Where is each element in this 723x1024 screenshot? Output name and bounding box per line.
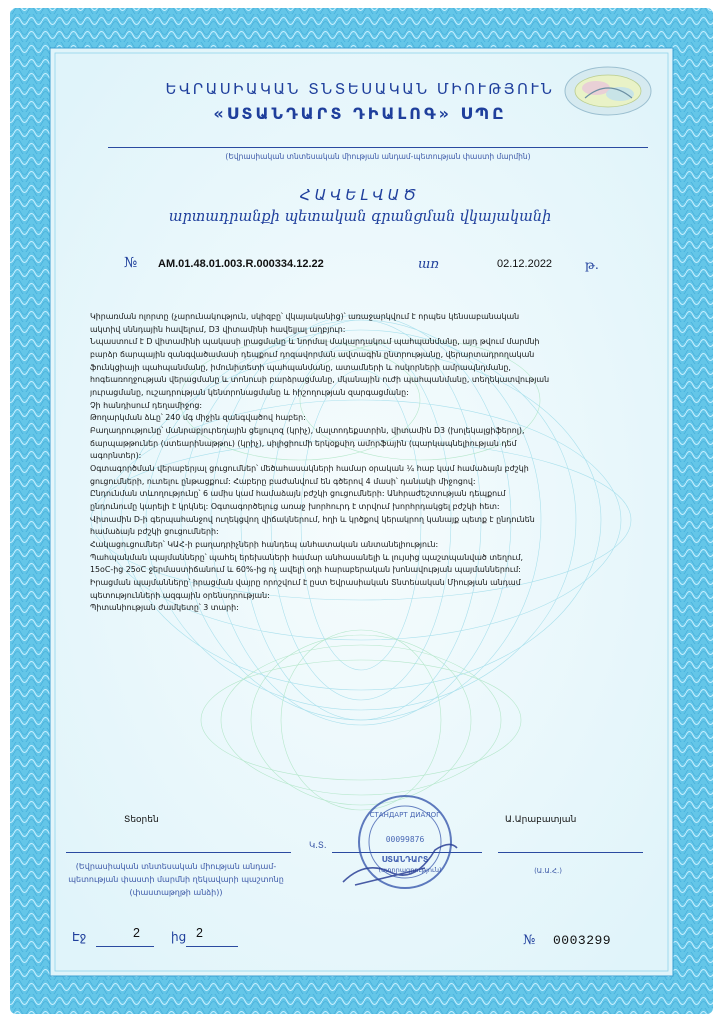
body-line: յուրացմանը, ուշադրության կենտրոնացմանը և հիշողության զարգացմանը: bbox=[90, 388, 409, 398]
certificate-date: 02.12.2022 bbox=[497, 258, 553, 270]
body-line: ճարպաթթուներ (ստեարինաթթու) (կրիչ), սիլիցիումի երկօքսիդ ամորֆային (պարկապնելիության դեմ bbox=[90, 438, 517, 448]
body-line: Կիրառման ոլորտը (չարունակություն, սկիզբը՝ վկայականից)՝ առաջարկվում է որպես կենսաբանական bbox=[90, 312, 520, 321]
body-line: պետությունների ազգային օրենսդրության: bbox=[90, 590, 270, 600]
body-line: Բաղադրությունը՝ մանրաբյուրեղային ցելյուլոզ (կրիչ), մալտոդեքստրին, վիտամին D3 (խոլեկալցիֆերոլ), bbox=[90, 426, 525, 436]
body-line: Չի հանդիսում դեղամիջոց: bbox=[90, 400, 202, 410]
page-label: Էջ bbox=[72, 930, 87, 944]
certificate-title: արտադրանքի պետական գրանցման վկայականի bbox=[168, 209, 552, 225]
stamp-text-mid: 00099876 bbox=[385, 835, 425, 844]
body-line: Ընդունման տևողությունը՝ 6 ամիս կամ համաձայն բժշկի ցուցումների: Անհրաժեշտության դեպքում bbox=[90, 489, 506, 499]
body-line: ցուցումների, ուտելու ընթացքում: Հաբերը բաժանվում են գծերով 4 մասի՝ դանակի միջոցով: bbox=[90, 476, 476, 486]
seal-place-label: Կ.Տ. bbox=[309, 841, 327, 851]
of-label: ից bbox=[171, 930, 187, 944]
body-line: Իրացման պայմանները՝ իրացման վայրը որոշվում է ըստ Եվրասիական Տնտեսական Միության անդամ bbox=[90, 578, 521, 588]
date-label: առ bbox=[418, 257, 439, 272]
serial-label: № bbox=[523, 933, 536, 948]
serial-number: 0003299 bbox=[553, 933, 612, 948]
body-line: Նպաստում է D վիտամինի պակասի լրացմանը և նորմալ մակարդակում պահպանմանը, այդ թվում մարմնի bbox=[90, 337, 540, 347]
body-line: ֆունկցիայի պահպանմանը, իմունիտետի պահպանմանը, ատամների և ոսկորների ամրապնդմանը, bbox=[90, 362, 511, 372]
page-number: 2 bbox=[133, 926, 140, 940]
body-line: ագորնտեր): bbox=[90, 451, 142, 461]
body-line: բարձր ճարպային զանգվածամասի դեպքում դոզավորման ավտագին ընտրությանը, վերարտադրողական bbox=[90, 350, 535, 360]
certificate-number: AM.01.48.01.003.R.000334.12.22 bbox=[158, 258, 324, 270]
body-line: 15oC-ից 25oC ջերմաստիճանում և 60%-ից ոչ ավելի օդի հարաբերական խոնավության պայմաններում: bbox=[90, 565, 521, 575]
page-total: 2 bbox=[196, 926, 203, 940]
signer-name: Ա.Արաբատյան bbox=[505, 815, 577, 825]
org-rule bbox=[108, 147, 648, 148]
body-line: Վիտամին D-ի գերպահանջով ուղեկցվող վիճակներում, հղի և կրծքով կերակրող կանայք պետք է ընդունեն bbox=[90, 514, 535, 524]
body-line: ընդունումը կարելի է կրկնել: Օգտագործելուց առաջ խորհուրդ է տրվում խորհրդակցել բժշկի հետ: bbox=[90, 502, 500, 512]
body-line: Պահպանման պայմանները՝ պահել երեխաների համար անհասանելի և լույսից պաշտպանված տեղում, bbox=[90, 552, 523, 562]
certificate-body bbox=[90, 311, 638, 615]
body-line: Օգտագործման վերաբերյալ ցուցումներ՝ մեծահասակների համար օրական ¼ հաբ կամ համաձայն բժշկի bbox=[90, 464, 529, 474]
body-line: հոգեառողջության վերացմանը և տոնուսի բարձրացմանը, մկանային ուժի պահպանմանը, տեղեկատվության bbox=[90, 375, 550, 385]
stamp-text-bottom: ՍՏԱՆԴԱՐՏ bbox=[381, 855, 429, 864]
body-line: Հակացուցումներ՝ ԿԱՀ-ի բաղադրիչների հանդեպ անհատական անտանելիություն: bbox=[90, 540, 439, 550]
organization-note: (Եվրասիական տնտեսական միության անդամ-պետության փաստի մարմին) bbox=[225, 152, 531, 161]
total-line bbox=[186, 946, 238, 947]
official-stamp bbox=[335, 790, 465, 900]
organization-name: ԵՎՐԱՍԻԱԿԱՆ ՏՆՏԵՍԱԿԱՆ ՄԻՈՒԹՅՈՒՆ bbox=[165, 80, 555, 98]
year-suffix: թ. bbox=[585, 257, 599, 272]
name-caption: (Ա.Ա.Հ.) bbox=[534, 867, 562, 875]
body-line: Պիտանիության ժամկետը՝ 3 տարի: bbox=[90, 603, 239, 613]
stamp-text-top: СТАНДАРТ ДИАЛОГ bbox=[369, 811, 441, 819]
page-line bbox=[96, 946, 154, 947]
left-signature-line bbox=[66, 852, 291, 853]
body-line: ակտիվ սննդային հավելում, D3 վիտամինի հավելյալ աղբյուր: bbox=[90, 324, 346, 334]
body-line: Թողարկման ձևը՝ 240 մգ միջին զանգվածով հաբեր: bbox=[90, 413, 306, 423]
body-line: համաձայն բժշկի ցուցումների: bbox=[90, 527, 219, 537]
right-signature-line bbox=[498, 852, 643, 853]
signature-caption: (ստորագրություն) bbox=[378, 866, 442, 874]
appendix-heading: ՀԱՎԵԼՎԱԾ bbox=[299, 186, 421, 204]
organization-company: «ՍՏԱՆԴԱՐՏ ԴԻԱԼՈԳ» ՍՊԸ bbox=[213, 104, 507, 123]
position-caption: (Եվրասիական տնտեսական միության անդամ-պետության փաստի մարմնի ղեկավարի պաշտոնը (փաստաթղթի անձի)) bbox=[68, 862, 284, 897]
number-label: № bbox=[124, 255, 138, 271]
signer-title: Տեօրեն bbox=[124, 815, 159, 825]
